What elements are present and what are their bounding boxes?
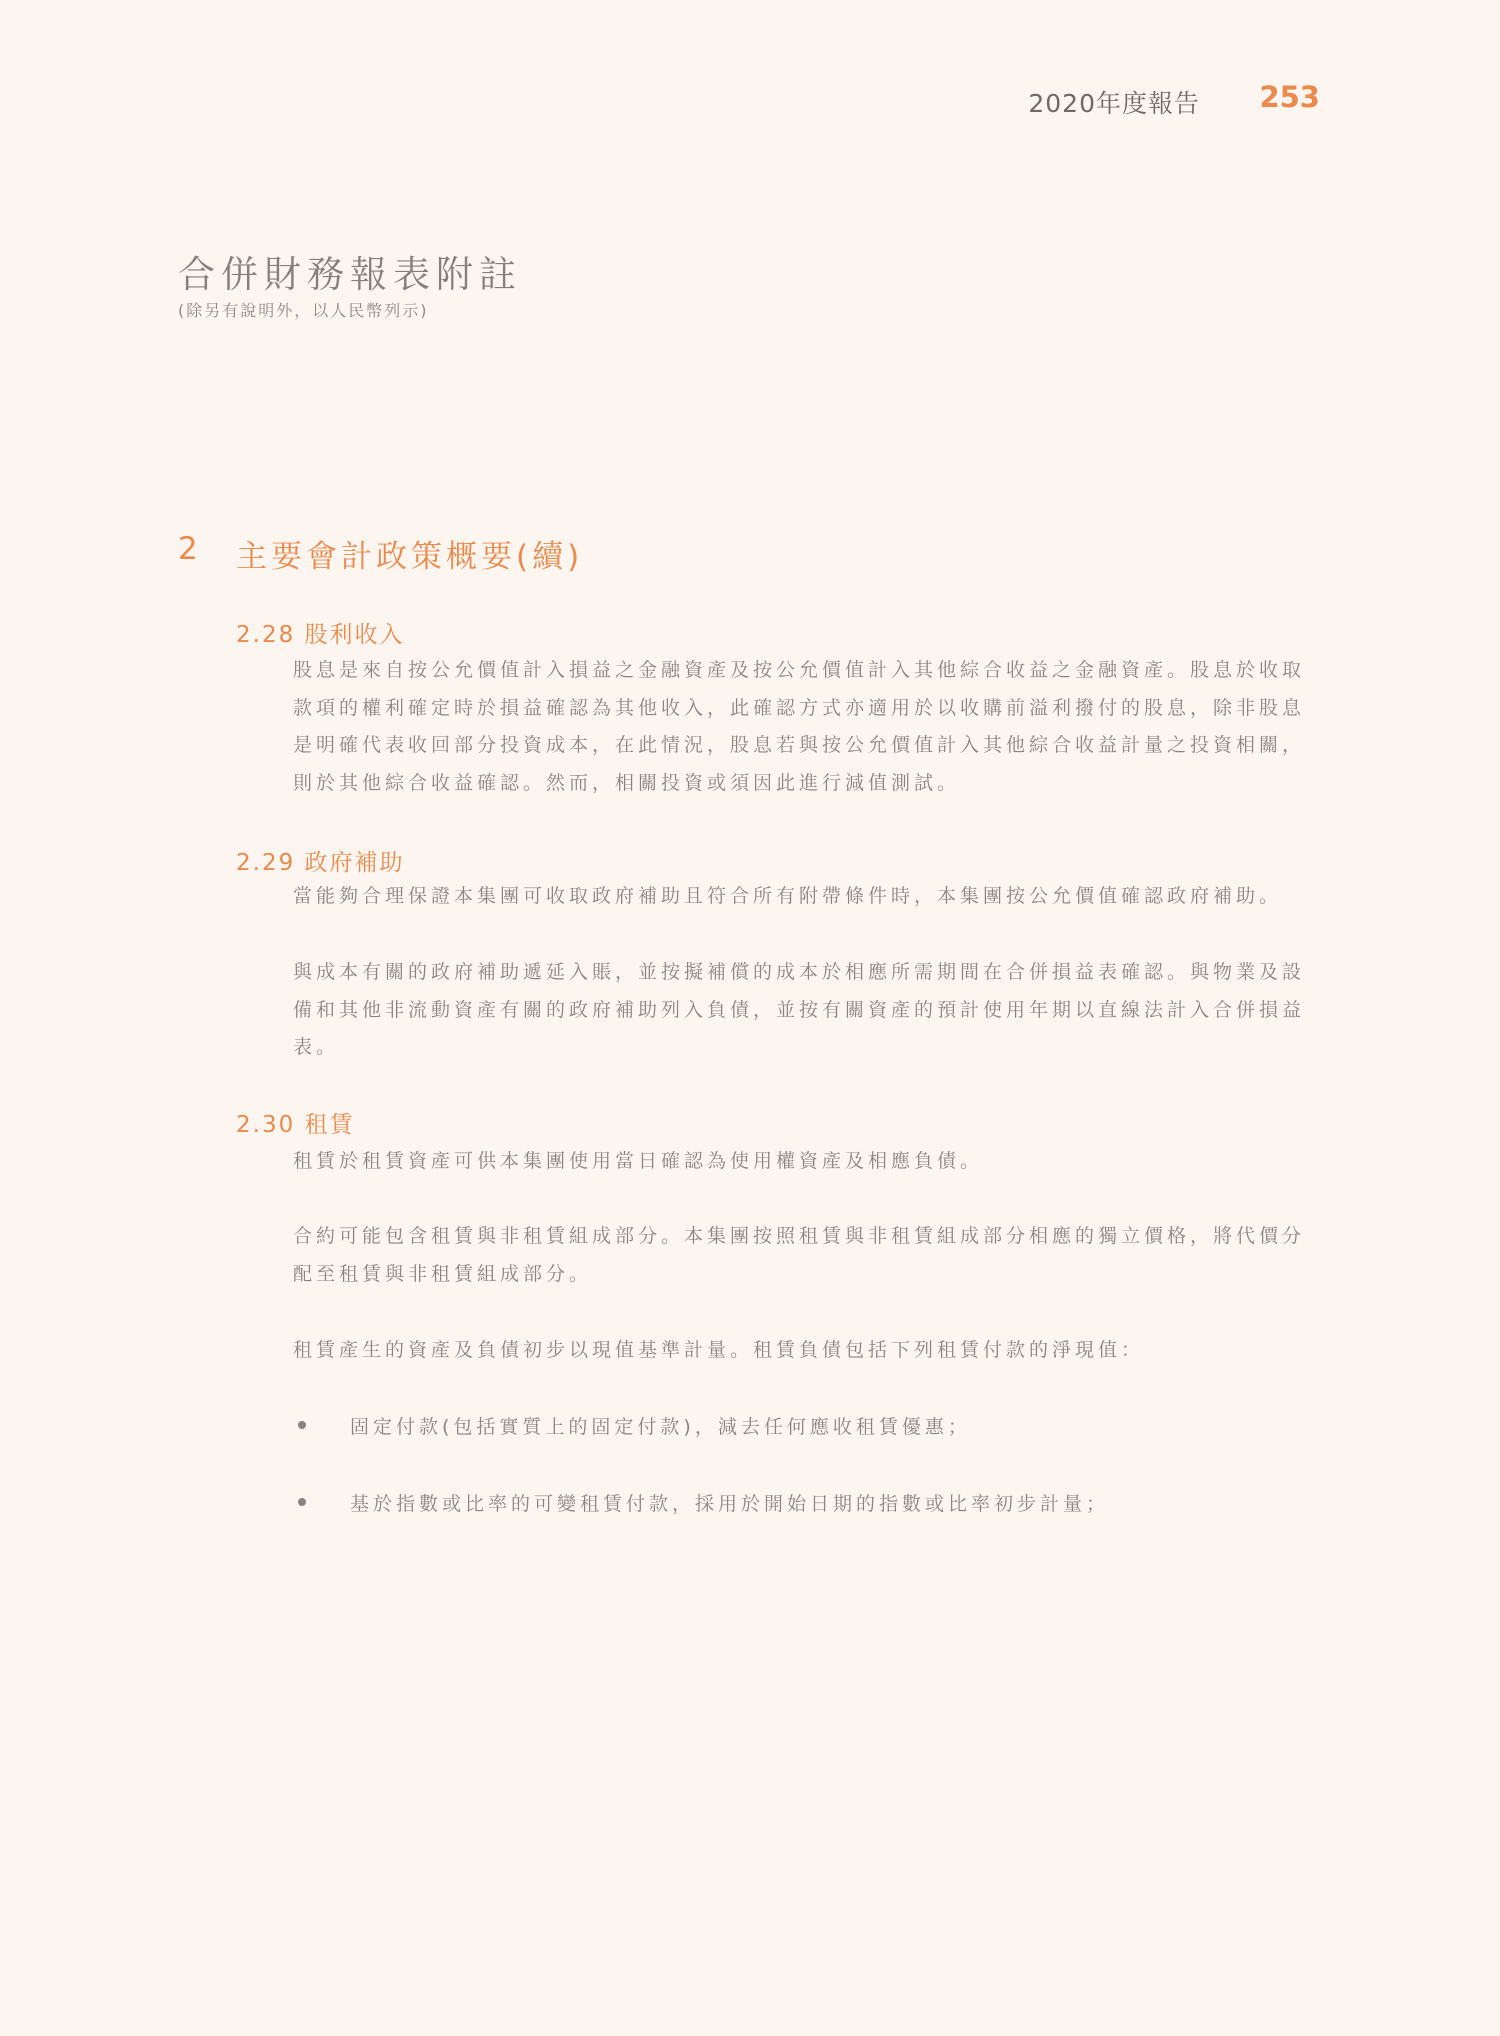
document-title: 合併財務報表附註	[178, 253, 522, 296]
report-title: 2020年度報告	[1028, 89, 1200, 118]
bullet-icon	[298, 1421, 306, 1429]
subsection-heading-2-30: 2.30 租賃	[236, 1112, 355, 1138]
paragraph-lease-measurement: 租賃產生的資產及負債初步以現值基準計量。租賃負債包括下列租賃付款的淨現值：	[293, 1339, 1145, 1361]
subsection-heading-2-29: 2.29 政府補助	[236, 850, 405, 876]
list-item: 固定付款(包括實質上的固定付款)，減去任何應收租賃優惠；	[350, 1416, 971, 1438]
subsection-heading-2-28: 2.28 股利收入	[236, 622, 405, 648]
document-subtitle: (除另有說明外，以人民幣列示)	[178, 301, 429, 320]
list-item: 基於指數或比率的可變租賃付款，採用於開始日期的指數或比率初步計量；	[350, 1493, 1110, 1515]
paragraph-lease-components: 合約可能包含租賃與非租賃組成部分。本集團按照租賃與非租賃組成部分相應的獨立價格，將代價分配至租賃與非租賃組成部分。	[293, 1225, 1306, 1285]
paragraph-grant-recognition: 當能夠合理保證本集團可收取政府補助且符合所有附帶條件時，本集團按公允價值確認政府補助。	[293, 885, 1283, 907]
page-number: 253	[1259, 80, 1320, 114]
bullet-icon	[298, 1498, 306, 1506]
paragraph-lease-recognition: 租賃於租賃資產可供本集團使用當日確認為使用權資產及相應負債。	[293, 1150, 984, 1172]
paragraph-grant-deferral: 與成本有關的政府補助遞延入賬，並按擬補償的成本於相應所需期間在合併損益表確認。與物業及設備和其他非流動資產有關的政府補助列入負債，並按有關資產的預計使用年期以直線法計入合併損益表。	[293, 961, 1306, 1058]
paragraph-dividend-income: 股息是來自按公允價值計入損益之金融資產及按公允價值計入其他綜合收益之金融資產。股息於收取款項的權利確定時於損益確認為其他收入，此確認方式亦適用於以收購前溢利撥付的股息，除非股息是明確代表收回部分投資成本，在此情況，股息若與按公允價值計入其他綜合收益計量之投資相關，則於其他綜合收益確認。然而，相關投資或須因此進行減值測試。	[293, 659, 1306, 794]
section-title: 主要會計政策概要(續)	[236, 539, 584, 575]
section-number: 2	[178, 531, 198, 567]
